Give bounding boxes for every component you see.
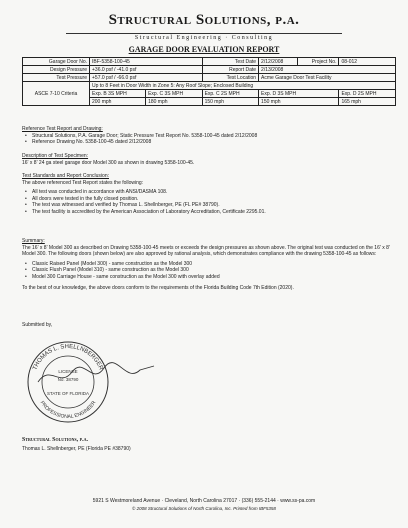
design-pressure-label: Design Pressure — [23, 66, 90, 74]
standards-intro: The above referenced Test Report states the following: — [22, 179, 144, 186]
seal-number: No. 38790 — [57, 377, 79, 382]
standards-bullet: • The test facility is accredited by the American Association of Laboratory Accreditation, Certificate 2295.01. — [22, 209, 392, 216]
signature-name: Thomas L. Shellnberger, PE (Florida PE #38790) — [22, 446, 131, 452]
standards-section — [22, 173, 392, 216]
exp-value: 200 mph — [90, 98, 146, 106]
seal-title: PROFESSIONAL ENGINEER — [38, 400, 98, 421]
signature-firm: Structural Solutions, p.a. — [22, 437, 88, 443]
report-title: GARAGE DOOR EVALUATION REPORT — [128, 45, 280, 54]
closing-statement: To the best of our knowledge, the above doors conform to the requirements of the Florida Building Code 7th Edition (2020). — [22, 284, 294, 291]
report-date-label: Report Date — [202, 66, 258, 74]
info-table — [22, 57, 396, 106]
exp-value: 150 mph — [202, 98, 258, 106]
test-location: Acme Garage Door Test Facility — [259, 74, 396, 82]
test-pressure: +57.0 psf / -66.0 psf — [90, 74, 203, 82]
project-no-label: Project No. — [297, 58, 339, 66]
svg-text:PROFESSIONAL ENGINEER — [39, 400, 98, 420]
reference-section — [22, 126, 392, 146]
seal-name: THOMAS L. SHELLNBERGER — [32, 343, 104, 372]
zone-row: Up to 8 Feet in Door Width in Zone 5: Any Roof Slope; Enclosed Building — [90, 82, 396, 90]
project-no: 08-012 — [339, 58, 396, 66]
exp-header: Exp. D 2S MPH — [339, 90, 396, 98]
exp-header: Exp. C 2S MPH — [202, 90, 258, 98]
description-text: 16' x 8' 24 ga steel garage door Model 300 as shown in drawing 5358-100-45. — [22, 159, 195, 166]
summary-text: The 16' x 8' Model 300 as described on Drawing 5358-100-45 meets or exceeds the design pressures as shown above. The original test was conducted on the 16' x 8' Model 300. The following doors (shown below) are also approved by rational analysis, which demonstrates compliance with the drawing 5358-100-45 as follows: — [22, 244, 390, 258]
standards-bullet: • All doors were tested in the fully closed position. — [22, 196, 392, 203]
handwritten-signature — [36, 360, 156, 390]
summary-heading: Summary: — [22, 238, 45, 244]
reference-heading: Reference Test Report and Drawing: — [22, 126, 103, 132]
summary-bullet: • Classic Flush Panel (Model 310) - same construction as the Model 300 — [22, 267, 392, 274]
firm-logo-text: Structural Solutions, p.a. — [108, 12, 300, 28]
report-date: 2/13/2008 — [259, 66, 396, 74]
seal-license: LICENSE — [58, 369, 78, 374]
test-pressure-label: Test Pressure — [23, 74, 90, 82]
test-date-label: Test Date — [202, 58, 258, 66]
design-pressure: +36.0 psf / -41.0 psf — [90, 66, 203, 74]
seal-state: STATE OF FLORIDA — [46, 391, 90, 396]
reference-line: • Structural Solutions, P.A. Garage Door; Static Pressure Test Report No. 5358-100-45 dated 2/12/2008 — [22, 133, 392, 140]
garage-door-no-label: Garage Door No. — [23, 58, 90, 66]
summary-section — [22, 238, 392, 291]
description-heading: Description of Test Specimen: — [22, 153, 89, 159]
summary-bullet: • Model 300 Carriage House - same construction as the Model 300 with overlay added — [22, 274, 392, 281]
tagline: Structural Engineering · Consulting — [134, 35, 274, 41]
exp-header: Exp. C 3S MPH — [146, 90, 202, 98]
exp-value: 150 mph — [259, 98, 339, 106]
footer-copyright: © 2008 Structural Solutions of North Carolina, Inc. Printed from IBF5358 — [132, 506, 276, 511]
garage-door-no: IBF-5358-100-45 — [90, 58, 203, 66]
header-rule — [66, 33, 342, 34]
exp-value: 165 mph — [339, 98, 396, 106]
description-section — [22, 153, 392, 166]
standards-heading: Test Standards and Report Conclusion: — [22, 173, 109, 179]
standards-bullet: • All test was conducted in accordance with ANSI/DASMA 108. — [22, 189, 392, 196]
test-date: 2/12/2008 — [259, 58, 297, 66]
test-location-label: Test Location — [202, 74, 258, 82]
reference-line: • Reference Drawing No. 5358-100-45 dated 2/12/2008 — [22, 139, 392, 146]
summary-bullet: • Classic Raised Panel (Model 300) - same construction as the Model 300 — [22, 261, 392, 268]
exp-header: Exp. D 3S MPH — [259, 90, 339, 98]
asce-label: ASCE 7-10 Criteria — [23, 82, 90, 106]
standards-bullet: • The test was witnessed and verified by Thomas L. Shellnberger, PE (FL PE# 38790). — [22, 202, 392, 209]
exp-header: Exp. B 3S MPH — [90, 90, 146, 98]
exp-value: 180 mph — [146, 98, 202, 106]
submitted-by: Submitted by, — [22, 322, 53, 328]
footer-address: 5921 S Westmoreland Avenue · Cleveland, North Carolina 27017 · (336) 555-2144 · www.ss-pa.com — [92, 498, 316, 504]
